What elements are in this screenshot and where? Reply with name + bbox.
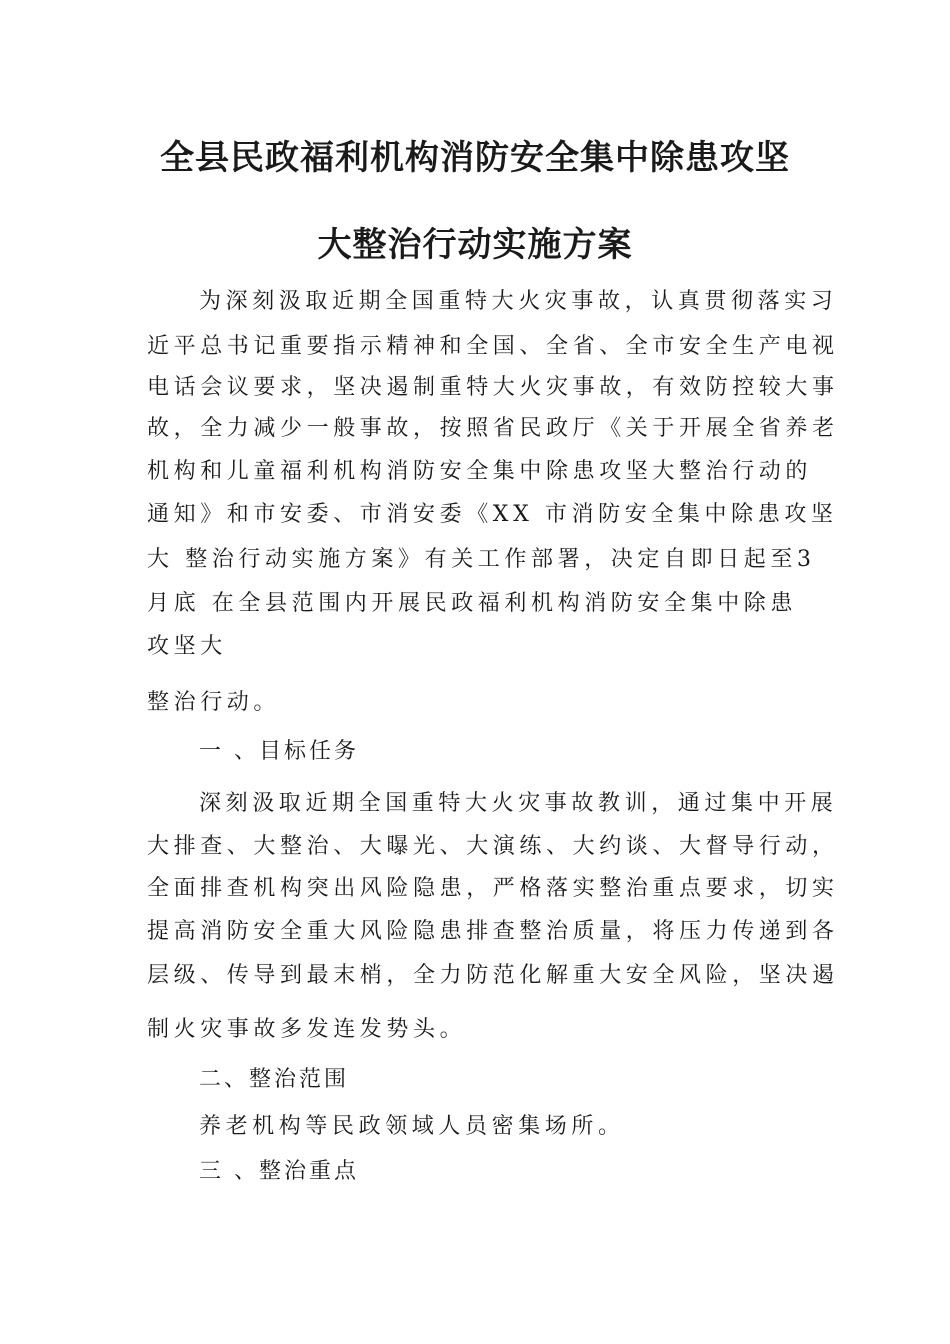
goals-paragraph-line: 提高消防安全重大风险隐患排查整治质量，将压力传递到各: [147, 919, 839, 944]
goals-paragraph-line: 层级、传导到最末梢，全力防范化解重大安全风险，坚决遏: [147, 963, 839, 988]
goals-paragraph-line: 制火灾事故多发连发势头。: [147, 1017, 467, 1042]
intro-paragraph-line: 通知》和市安委、市消安委《XX 市消防安全集中除患攻坚: [147, 502, 838, 527]
goals-paragraph-line: 深刻汲取近期全国重特大火灾事故教训，通过集中开展: [199, 791, 838, 816]
intro-paragraph-line: 为深刻汲取近期全国重特大火灾事故，认真贯彻落实习: [199, 289, 838, 314]
intro-paragraph-line: 近平总书记重要指示精神和全国、全省、全市安全生产电视: [147, 334, 839, 359]
section-heading-focus: 三 、整治重点: [199, 1159, 359, 1184]
intro-paragraph-line: 机构和儿童福利机构消防安全集中除患攻坚大整治行动的: [147, 459, 813, 484]
intro-paragraph-line: 大 整治行动实施方案》有关工作部署，决定自即日起至3: [147, 547, 816, 572]
section-heading-goals: 一 、目标任务: [199, 739, 359, 764]
document-title-line-2: 大整治行动实施方案: [317, 225, 633, 265]
scope-paragraph: 养老机构等民政领域人员密集场所。: [199, 1114, 625, 1139]
intro-paragraph-line: 攻坚大: [147, 634, 227, 659]
document-title-line-1: 全县民政福利机构消防安全集中除患攻坚: [160, 138, 790, 178]
intro-paragraph-line: 电话会议要求，坚决遏制重特大火灾事故，有效防控较大事: [147, 375, 839, 400]
intro-paragraph-line: 故，全力减少一般事故，按照省民政厅《关于开展全省养老: [147, 416, 839, 441]
intro-paragraph-line: 月底 在全县范围内开展民政福利机构消防安全集中除患: [147, 591, 797, 616]
goals-paragraph-line: 大排查、大整治、大曝光、大演练、大约谈、大督导行动，: [147, 834, 839, 859]
goals-paragraph-line: 全面排查机构突出风险隐患，严格落实整治重点要求，切实: [147, 876, 839, 901]
intro-paragraph-line: 整治行动。: [147, 690, 281, 715]
section-heading-scope: 二、整治范围: [199, 1067, 350, 1092]
